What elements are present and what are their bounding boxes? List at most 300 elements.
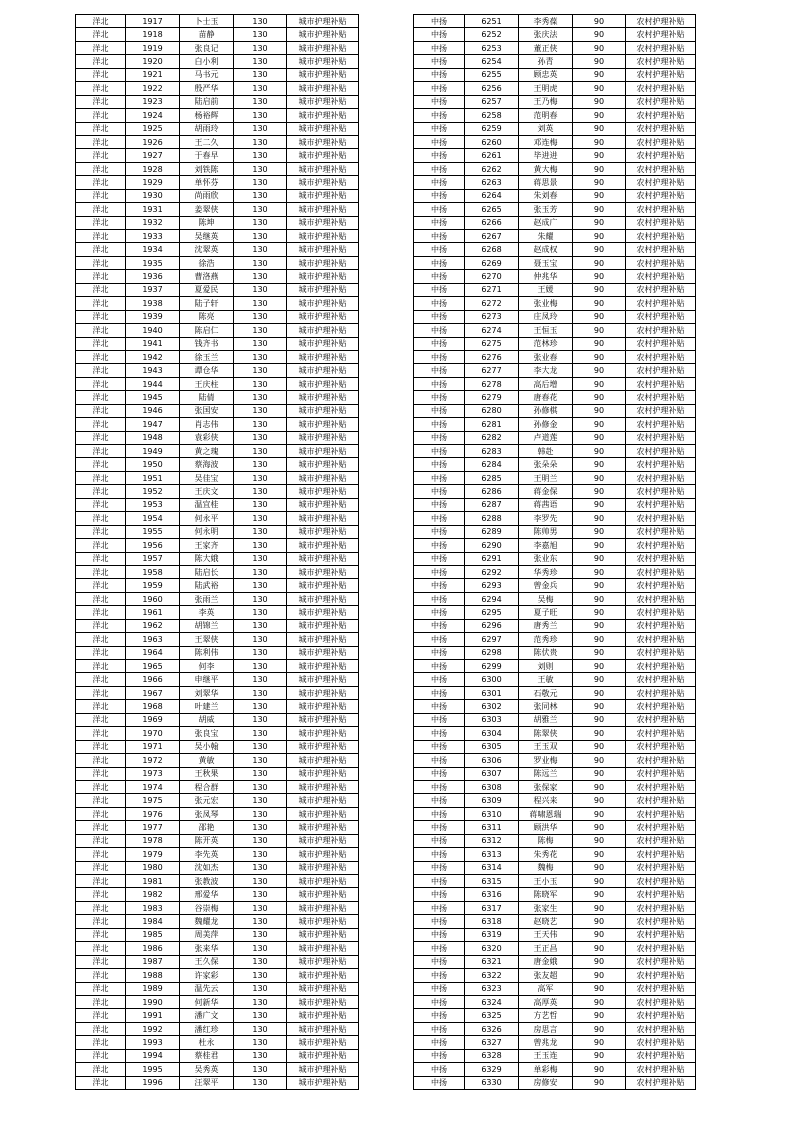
table-row [76, 337, 359, 350]
name-cell: 杨裕辉 [180, 109, 234, 122]
serial-number-cell: 6270 [465, 270, 519, 283]
subsidy-type-cell: 农村护理补贴 [626, 270, 696, 283]
town-cell: 中扬 [414, 391, 465, 404]
name-cell: 魏梅 [519, 861, 573, 874]
amount-cell: 90 [573, 283, 626, 296]
table-row [76, 230, 359, 243]
subsidy-type-cell: 城市护理补贴 [287, 176, 359, 189]
table-row [76, 995, 359, 1008]
amount-cell: 130 [234, 1063, 287, 1076]
town-cell: 洋北 [76, 754, 126, 767]
name-cell: 蒋金保 [519, 485, 573, 498]
town-cell: 中扬 [414, 915, 465, 928]
serial-number-cell: 6325 [465, 1009, 519, 1022]
name-cell: 单彩梅 [519, 1063, 573, 1076]
amount-cell: 90 [573, 350, 626, 363]
subsidy-type-cell: 农村护理补贴 [626, 135, 696, 148]
table-row [76, 1036, 359, 1049]
name-cell: 王庆柱 [180, 377, 234, 390]
table-row [76, 901, 359, 914]
name-cell: 陈伏贵 [519, 646, 573, 659]
name-cell: 朱耀 [519, 230, 573, 243]
table-row [414, 485, 696, 498]
town-cell: 中扬 [414, 1009, 465, 1022]
name-cell: 胡锦兰 [180, 619, 234, 632]
subsidy-type-cell: 城市护理补贴 [287, 1022, 359, 1035]
amount-cell: 90 [573, 498, 626, 511]
serial-number-cell: 1981 [126, 875, 180, 888]
name-cell: 叶建兰 [180, 700, 234, 713]
amount-cell: 130 [234, 740, 287, 753]
table-row [76, 713, 359, 726]
serial-number-cell: 1964 [126, 646, 180, 659]
town-cell: 中扬 [414, 1022, 465, 1035]
name-cell: 庄凤玲 [519, 310, 573, 323]
name-cell: 申继平 [180, 673, 234, 686]
amount-cell: 90 [573, 673, 626, 686]
amount-cell: 90 [573, 928, 626, 941]
subsidy-type-cell: 农村护理补贴 [626, 189, 696, 202]
table-row [414, 512, 696, 525]
amount-cell: 90 [573, 794, 626, 807]
town-cell: 洋北 [76, 1009, 126, 1022]
table-row [414, 928, 696, 941]
amount-cell: 90 [573, 552, 626, 565]
town-cell: 洋北 [76, 431, 126, 444]
subsidy-type-cell: 农村护理补贴 [626, 780, 696, 793]
town-cell: 中扬 [414, 216, 465, 229]
table-row [76, 633, 359, 646]
town-cell: 中扬 [414, 794, 465, 807]
subsidy-type-cell: 城市护理补贴 [287, 928, 359, 941]
table-row [76, 310, 359, 323]
amount-cell: 90 [573, 700, 626, 713]
table-row [76, 619, 359, 632]
town-cell: 洋北 [76, 485, 126, 498]
name-cell: 王敏 [519, 673, 573, 686]
table-row [414, 942, 696, 955]
table-row [414, 807, 696, 820]
town-cell: 洋北 [76, 727, 126, 740]
subsidy-type-cell: 城市护理补贴 [287, 1049, 359, 1062]
amount-cell: 130 [234, 189, 287, 202]
amount-cell: 90 [573, 41, 626, 54]
name-cell: 陈大娥 [180, 552, 234, 565]
serial-number-cell: 1965 [126, 660, 180, 673]
subsidy-type-cell: 城市护理补贴 [287, 1036, 359, 1049]
subsidy-type-cell: 城市护理补贴 [287, 310, 359, 323]
subsidy-type-cell: 城市护理补贴 [287, 28, 359, 41]
name-cell: 沈翠英 [180, 243, 234, 256]
subsidy-type-cell: 城市护理补贴 [287, 754, 359, 767]
table-row [76, 162, 359, 175]
town-cell: 洋北 [76, 458, 126, 471]
serial-number-cell: 1986 [126, 942, 180, 955]
subsidy-type-cell: 农村护理补贴 [626, 969, 696, 982]
amount-cell: 130 [234, 821, 287, 834]
serial-number-cell: 6254 [465, 55, 519, 68]
amount-cell: 90 [573, 834, 626, 847]
serial-number-cell: 1925 [126, 122, 180, 135]
table-row [414, 458, 696, 471]
subsidy-type-cell: 城市护理补贴 [287, 780, 359, 793]
name-cell: 王明兰 [519, 471, 573, 484]
name-cell: 邓连梅 [519, 135, 573, 148]
serial-number-cell: 6261 [465, 149, 519, 162]
serial-number-cell: 6288 [465, 512, 519, 525]
amount-cell: 90 [573, 619, 626, 632]
amount-cell: 130 [234, 15, 287, 28]
town-cell: 中扬 [414, 727, 465, 740]
amount-cell: 90 [573, 713, 626, 726]
town-cell: 洋北 [76, 995, 126, 1008]
subsidy-type-cell: 城市护理补贴 [287, 794, 359, 807]
town-cell: 洋北 [76, 256, 126, 269]
subsidy-type-cell: 城市护理补贴 [287, 834, 359, 847]
subsidy-type-cell: 城市护理补贴 [287, 606, 359, 619]
subsidy-type-cell: 城市护理补贴 [287, 68, 359, 81]
name-cell: 陈帅男 [519, 525, 573, 538]
name-cell: 张玉芳 [519, 203, 573, 216]
amount-cell: 90 [573, 807, 626, 820]
table-row [414, 565, 696, 578]
amount-cell: 90 [573, 969, 626, 982]
name-cell: 何李 [180, 660, 234, 673]
serial-number-cell: 6269 [465, 256, 519, 269]
serial-number-cell: 1927 [126, 149, 180, 162]
serial-number-cell: 6301 [465, 686, 519, 699]
name-cell: 张同林 [519, 700, 573, 713]
town-cell: 洋北 [76, 350, 126, 363]
serial-number-cell: 1989 [126, 982, 180, 995]
serial-number-cell: 6317 [465, 901, 519, 914]
table-row [76, 1076, 359, 1089]
table-row [76, 15, 359, 28]
town-cell: 中扬 [414, 1076, 465, 1089]
table-row [76, 982, 359, 995]
amount-cell: 130 [234, 646, 287, 659]
town-cell: 洋北 [76, 713, 126, 726]
serial-number-cell: 6283 [465, 445, 519, 458]
subsidy-type-cell: 城市护理补贴 [287, 82, 359, 95]
table-row [76, 565, 359, 578]
subsidy-type-cell: 城市护理补贴 [287, 552, 359, 565]
subsidy-type-cell: 城市护理补贴 [287, 324, 359, 337]
serial-number-cell: 1953 [126, 498, 180, 511]
town-cell: 洋北 [76, 391, 126, 404]
serial-number-cell: 1962 [126, 619, 180, 632]
name-cell: 孙青 [519, 55, 573, 68]
serial-number-cell: 1977 [126, 821, 180, 834]
subsidy-type-cell: 农村护理补贴 [626, 982, 696, 995]
subsidy-type-cell: 城市护理补贴 [287, 1009, 359, 1022]
name-cell: 王庆文 [180, 485, 234, 498]
town-cell: 洋北 [76, 404, 126, 417]
subsidy-type-cell: 农村护理补贴 [626, 28, 696, 41]
subsidy-type-cell: 农村护理补贴 [626, 176, 696, 189]
serial-number-cell: 1954 [126, 512, 180, 525]
name-cell: 蔡海波 [180, 458, 234, 471]
town-cell: 中扬 [414, 539, 465, 552]
table-row [76, 767, 359, 780]
town-cell: 中扬 [414, 888, 465, 901]
amount-cell: 90 [573, 592, 626, 605]
table-row [414, 122, 696, 135]
name-cell: 张雨兰 [180, 592, 234, 605]
table-row [76, 875, 359, 888]
amount-cell: 90 [573, 364, 626, 377]
amount-cell: 90 [573, 404, 626, 417]
town-cell: 洋北 [76, 592, 126, 605]
subsidy-type-cell: 农村护理补贴 [626, 754, 696, 767]
town-cell: 中扬 [414, 1063, 465, 1076]
amount-cell: 90 [573, 270, 626, 283]
town-cell: 洋北 [76, 324, 126, 337]
serial-number-cell: 1939 [126, 310, 180, 323]
town-cell: 洋北 [76, 1022, 126, 1035]
subsidy-type-cell: 农村护理补贴 [626, 391, 696, 404]
town-cell: 洋北 [76, 122, 126, 135]
table-row [414, 176, 696, 189]
subsidy-type-cell: 农村护理补贴 [626, 1063, 696, 1076]
amount-cell: 90 [573, 485, 626, 498]
table-row [76, 686, 359, 699]
name-cell: 谭仓华 [180, 364, 234, 377]
table-row [76, 176, 359, 189]
serial-number-cell: 6271 [465, 283, 519, 296]
amount-cell: 90 [573, 297, 626, 310]
subsidy-type-cell: 城市护理补贴 [287, 700, 359, 713]
name-cell: 王小玉 [519, 875, 573, 888]
amount-cell: 130 [234, 337, 287, 350]
subsidy-type-cell: 农村护理补贴 [626, 404, 696, 417]
serial-number-cell: 1991 [126, 1009, 180, 1022]
name-cell: 蔡桂君 [180, 1049, 234, 1062]
table-row [76, 418, 359, 431]
town-cell: 洋北 [76, 1063, 126, 1076]
serial-number-cell: 1951 [126, 471, 180, 484]
subsidy-type-cell: 农村护理补贴 [626, 1036, 696, 1049]
table-row [414, 243, 696, 256]
name-cell: 姜翠侠 [180, 203, 234, 216]
subsidy-type-cell: 农村护理补贴 [626, 794, 696, 807]
amount-cell: 90 [573, 995, 626, 1008]
name-cell: 韩赴 [519, 445, 573, 458]
amount-cell: 90 [573, 1036, 626, 1049]
table-row [76, 646, 359, 659]
serial-number-cell: 6308 [465, 780, 519, 793]
amount-cell: 90 [573, 377, 626, 390]
table-row [414, 55, 696, 68]
town-cell: 中扬 [414, 283, 465, 296]
amount-cell: 90 [573, 162, 626, 175]
table-row [414, 646, 696, 659]
table-row [76, 955, 359, 968]
table-row [76, 404, 359, 417]
serial-number-cell: 1948 [126, 431, 180, 444]
serial-number-cell: 6319 [465, 928, 519, 941]
town-cell: 中扬 [414, 713, 465, 726]
serial-number-cell: 1952 [126, 485, 180, 498]
table-row [414, 498, 696, 511]
name-cell: 方艺哲 [519, 1009, 573, 1022]
town-cell: 洋北 [76, 525, 126, 538]
town-cell: 洋北 [76, 176, 126, 189]
serial-number-cell: 6298 [465, 646, 519, 659]
table-row [76, 28, 359, 41]
table-row [414, 901, 696, 914]
serial-number-cell: 6330 [465, 1076, 519, 1089]
table-row [76, 243, 359, 256]
table-row [76, 673, 359, 686]
amount-cell: 130 [234, 767, 287, 780]
town-cell: 洋北 [76, 539, 126, 552]
name-cell: 汪翠平 [180, 1076, 234, 1089]
subsidy-type-cell: 农村护理补贴 [626, 955, 696, 968]
town-cell: 洋北 [76, 901, 126, 914]
town-cell: 中扬 [414, 955, 465, 968]
table-row [414, 861, 696, 874]
subsidy-type-cell: 城市护理补贴 [287, 216, 359, 229]
subsidy-type-cell: 农村护理补贴 [626, 646, 696, 659]
name-cell: 毕进进 [519, 149, 573, 162]
serial-number-cell: 6324 [465, 995, 519, 1008]
town-cell: 洋北 [76, 834, 126, 847]
serial-number-cell: 1923 [126, 95, 180, 108]
subsidy-type-cell: 城市护理补贴 [287, 431, 359, 444]
name-cell: 尚雨欣 [180, 189, 234, 202]
town-cell: 洋北 [76, 498, 126, 511]
serial-number-cell: 6258 [465, 109, 519, 122]
amount-cell: 130 [234, 619, 287, 632]
serial-number-cell: 1944 [126, 377, 180, 390]
town-cell: 中扬 [414, 1036, 465, 1049]
subsidy-type-cell: 城市护理补贴 [287, 391, 359, 404]
town-cell: 洋北 [76, 942, 126, 955]
serial-number-cell: 1973 [126, 767, 180, 780]
town-cell: 洋北 [76, 821, 126, 834]
subsidy-type-cell: 城市护理补贴 [287, 646, 359, 659]
town-cell: 中扬 [414, 404, 465, 417]
serial-number-cell: 1974 [126, 780, 180, 793]
name-cell: 杜永 [180, 1036, 234, 1049]
serial-number-cell: 1987 [126, 955, 180, 968]
serial-number-cell: 1980 [126, 861, 180, 874]
subsidy-type-cell: 城市护理补贴 [287, 525, 359, 538]
serial-number-cell: 6286 [465, 485, 519, 498]
table-row [76, 122, 359, 135]
subsidy-type-cell: 城市护理补贴 [287, 41, 359, 54]
subsidy-type-cell: 农村护理补贴 [626, 149, 696, 162]
town-cell: 中扬 [414, 848, 465, 861]
town-cell: 中扬 [414, 418, 465, 431]
name-cell: 王乃梅 [519, 95, 573, 108]
amount-cell: 130 [234, 471, 287, 484]
amount-cell: 130 [234, 700, 287, 713]
table-row [76, 458, 359, 471]
town-cell: 中扬 [414, 579, 465, 592]
town-cell: 中扬 [414, 256, 465, 269]
amount-cell: 90 [573, 606, 626, 619]
serial-number-cell: 1979 [126, 848, 180, 861]
subsidy-type-cell: 城市护理补贴 [287, 807, 359, 820]
town-cell: 洋北 [76, 82, 126, 95]
town-cell: 洋北 [76, 888, 126, 901]
town-cell: 中扬 [414, 149, 465, 162]
serial-number-cell: 6318 [465, 915, 519, 928]
town-cell: 中扬 [414, 565, 465, 578]
town-cell: 中扬 [414, 928, 465, 941]
serial-number-cell: 6328 [465, 1049, 519, 1062]
serial-number-cell: 1972 [126, 754, 180, 767]
serial-number-cell: 1921 [126, 68, 180, 81]
table-row [414, 95, 696, 108]
name-cell: 李嘉旭 [519, 539, 573, 552]
serial-number-cell: 6265 [465, 203, 519, 216]
amount-cell: 130 [234, 512, 287, 525]
table-row [76, 324, 359, 337]
subsidy-type-cell: 农村护理补贴 [626, 633, 696, 646]
amount-cell: 130 [234, 794, 287, 807]
name-cell: 李先英 [180, 848, 234, 861]
serial-number-cell: 1930 [126, 189, 180, 202]
serial-number-cell: 6316 [465, 888, 519, 901]
subsidy-type-cell: 城市护理补贴 [287, 915, 359, 928]
town-cell: 洋北 [76, 471, 126, 484]
town-cell: 洋北 [76, 512, 126, 525]
name-cell: 吴继英 [180, 230, 234, 243]
name-cell: 唐春花 [519, 391, 573, 404]
town-cell: 中扬 [414, 485, 465, 498]
serial-number-cell: 1917 [126, 15, 180, 28]
town-cell: 洋北 [76, 633, 126, 646]
table-row [414, 660, 696, 673]
subsidy-type-cell: 农村护理补贴 [626, 619, 696, 632]
amount-cell: 130 [234, 861, 287, 874]
town-cell: 中扬 [414, 55, 465, 68]
name-cell: 张教波 [180, 875, 234, 888]
name-cell: 高军 [519, 982, 573, 995]
amount-cell: 90 [573, 565, 626, 578]
subsidy-type-cell: 农村护理补贴 [626, 592, 696, 605]
amount-cell: 90 [573, 1049, 626, 1062]
amount-cell: 130 [234, 391, 287, 404]
name-cell: 黄之瑰 [180, 445, 234, 458]
town-cell: 中扬 [414, 41, 465, 54]
subsidy-type-cell: 城市护理补贴 [287, 512, 359, 525]
table-row [414, 539, 696, 552]
amount-cell: 90 [573, 1063, 626, 1076]
name-cell: 何新华 [180, 995, 234, 1008]
table-row [414, 82, 696, 95]
serial-number-cell: 6313 [465, 848, 519, 861]
amount-cell: 90 [573, 176, 626, 189]
town-cell: 洋北 [76, 243, 126, 256]
serial-number-cell: 1993 [126, 1036, 180, 1049]
town-cell: 中扬 [414, 364, 465, 377]
subsidy-type-cell: 城市护理补贴 [287, 592, 359, 605]
name-cell: 陆启长 [180, 565, 234, 578]
town-cell: 洋北 [76, 230, 126, 243]
name-cell: 蒋啸恩瑞 [519, 807, 573, 820]
subsidy-type-cell: 农村护理补贴 [626, 41, 696, 54]
table-row [76, 861, 359, 874]
serial-number-cell: 1940 [126, 324, 180, 337]
table-row [76, 203, 359, 216]
serial-number-cell: 6300 [465, 673, 519, 686]
subsidy-type-cell: 农村护理补贴 [626, 122, 696, 135]
name-cell: 夏爱民 [180, 283, 234, 296]
